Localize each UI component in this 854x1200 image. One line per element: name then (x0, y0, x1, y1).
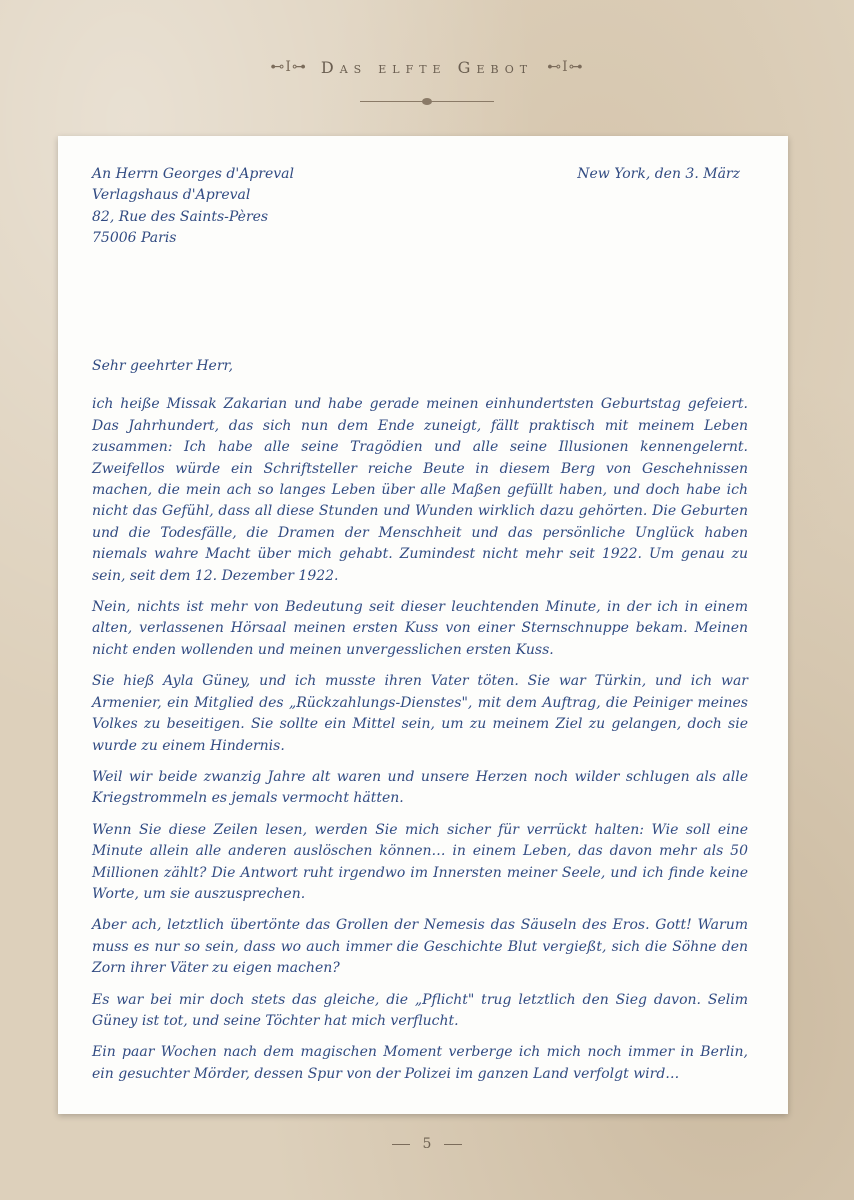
fleuron-right-icon: ⊷I⊶ (547, 59, 584, 75)
letter-paragraph: Wenn Sie diese Zeilen lesen, werden Sie mich sicher für verrückt halten: Wie soll eine Minute allein alle anderen auslöschen können… in einem Leben, das davon mehr als 50 Millionen zählt? Die Antwort ruht irgendwo im Innersten meiner Seele, und ich finde keine Worte, um sie auszusprechen. (92, 821, 748, 902)
letter-head (92, 164, 748, 274)
letter-paragraph: Nein, nichts ist mehr von Bedeutung seit dieser leuchtenden Minute, in der ich in einem alten, verlassenen Hörsaal meinen ersten Kuss von einer Sternschnuppe bekam. Meinen nicht enden wollenden und meinen unvergesslichen ersten Kuss. (92, 599, 748, 658)
recipient-line: Verlagshaus d'Apreval (92, 187, 251, 204)
page-number: 5 (422, 1136, 432, 1152)
recipient-line: 82, Rue des Saints-Pères (92, 208, 269, 225)
letter-paragraph: Aber ach, letztlich übertönte das Grollen der Nemesis das Säuseln des Eros. Gott! Warum muss es nur so sein, dass wo auch immer die Geschichte Blut vergießt, sich die Söhne den Zorn ihrer Väter zu eigen machen? (92, 917, 748, 977)
running-header (0, 56, 854, 107)
recipient-line: 75006 Paris (92, 230, 177, 247)
book-title: Das elfte Gebot (320, 57, 534, 77)
footer-dash-right-icon (444, 1144, 462, 1145)
letter-paragraph: Weil wir beide zwanzig Jahre alt waren und unsere Herzen noch wilder schlugen als alle Kriegstrommeln es jemals vermocht hätten. (92, 768, 748, 807)
footer-dash-left-icon (392, 1144, 410, 1145)
recipient-line: An Herrn Georges d'Apreval (92, 166, 294, 182)
letter-paragraph: ich heiße Missak Zakarian und habe gerade meinen einhundertsten Geburtstag gefeiert. Das Jahrhundert, das sich nun dem Ende zuneigt, fällt praktisch mit meinem Leben zusammen: Ich habe alle seine Tragödien und alle seine Illusionen kennengelernt. Zweifellos würde ein Schriftsteller reiche Beute in diesem Berg von Geschehnissen machen, die mein ach so langes Leben über alle Maßen gefüllt haben, und doch habe ich nicht das Gefühl, dass all diese Stunden und Wunden wirklich dazu gehörten. Die Geburten und die Todesfälle, die Dramen der Menschheit und das persönliche Unglück haben niemals wahre Macht über mich gehabt. Zumindest nicht mehr seit 1922. Um genau zu sein, seit dem 12. Dezember 1922. (92, 396, 748, 584)
fleuron-left-icon: ⊷I⊶ (270, 59, 307, 75)
letter-sheet (58, 136, 788, 1114)
letter-paragraph: Es war bei mir doch stets das gleiche, die „Pflicht" trug letztlich den Sieg davon. Selim Güney ist tot, und seine Töchter hat mich verflucht. (92, 991, 748, 1029)
letter-paragraph: Ein paar Wochen nach dem magischen Moment verberge ich mich noch immer in Berlin, ein gesuchter Mörder, dessen Spur von der Polizei im ganzen Land verfolgt wird… (92, 1044, 748, 1082)
letter-paragraph: Sie hieß Ayla Güney, und ich musste ihren Vater töten. Sie war Türkin, und ich war Armenier, ein Mitglied des „Rückzahlungs-Dienstes", mit dem Auftrag, die Peiniger meines Volkes zu beseitigen. Sie sollte ein Mittel sein, um zu meinem Ziel zu gelangen, doch sie wurde zu einem Hindernis. (92, 673, 748, 754)
place-date: New York, den 3. März (577, 166, 740, 182)
page-footer (0, 1136, 854, 1152)
running-header-line (270, 58, 583, 77)
header-ornament-icon (360, 97, 494, 107)
recipient-address (92, 164, 512, 250)
salutation: Sehr geehrter Herr, (92, 358, 234, 374)
